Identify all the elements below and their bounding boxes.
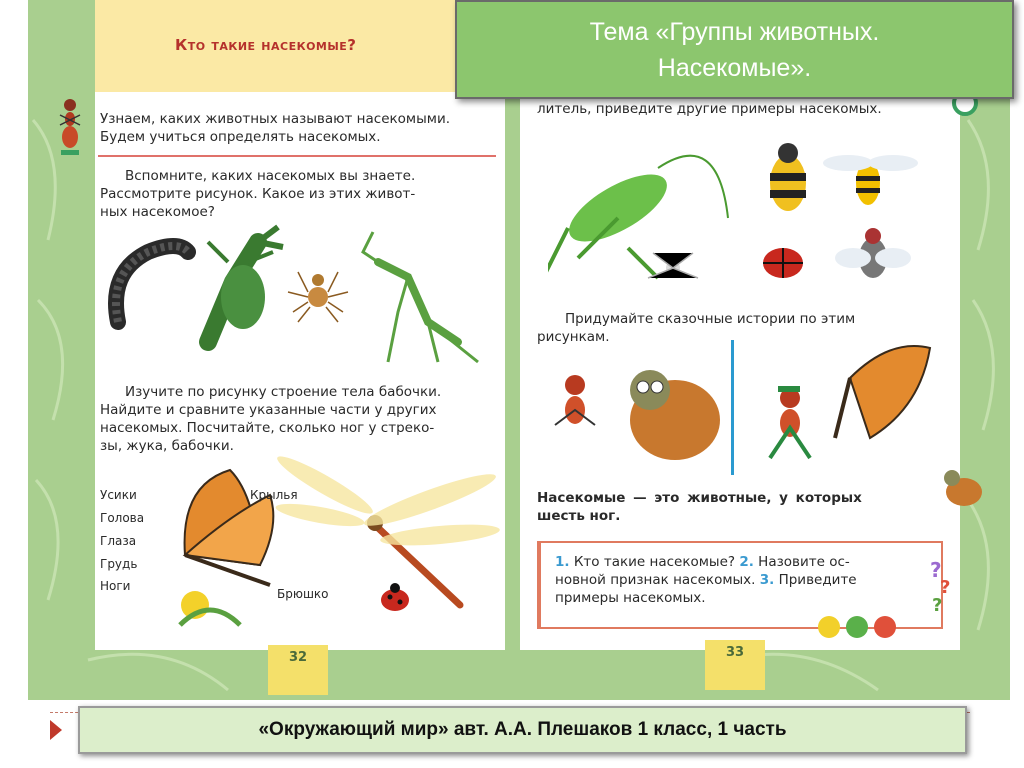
divider-vertical	[731, 340, 734, 475]
label-wings: Крылья	[250, 488, 298, 502]
svg-text:?: ?	[940, 577, 951, 598]
q2-number: 2.	[739, 554, 754, 570]
slide-title-line-2: Насекомые».	[657, 53, 812, 82]
ant-turtle-illustration	[535, 345, 730, 475]
millipede-image	[116, 246, 188, 322]
ladybug-image	[381, 583, 409, 611]
slide-title-box	[455, 0, 1014, 99]
divider-red	[98, 155, 496, 157]
intro-line-1: Узнаем, каких животных называют насекомыми.	[100, 111, 451, 127]
page-number-right: 33	[705, 640, 765, 690]
label-antennae: Усики	[100, 488, 137, 502]
smile-happy-icon	[818, 616, 840, 638]
crayfish-image	[208, 227, 283, 342]
slide-title-line-1: Тема «Группы животных.	[589, 17, 880, 46]
grasshopper-image	[548, 156, 728, 278]
task1-line-3: ных насекомое?	[100, 204, 215, 220]
tale-task-line-2: рисункам.	[537, 329, 610, 345]
definition-line-2: шесть ног.	[537, 508, 621, 524]
label-thorax: Грудь	[100, 557, 138, 571]
task2-line-3: насекомых. Посчитайте, сколько ног у стреко-	[100, 420, 435, 436]
smile-neutral-icon	[846, 616, 868, 638]
task2-line-4: зы, жука, бабочки.	[100, 438, 234, 454]
label-legs: Ноги	[100, 579, 131, 593]
ant-icon	[55, 95, 85, 157]
turtle-icon	[940, 462, 985, 512]
slide-footer-text: «Окружающий мир» авт. А.А. Плешаков 1 класс, 1 часть	[258, 719, 787, 740]
spider-image	[288, 272, 348, 322]
page-number-left: 32	[268, 645, 328, 695]
q3-number: 3.	[759, 572, 775, 588]
spider-small-image	[648, 253, 698, 278]
questions-line-1	[555, 553, 850, 571]
arrow-right-icon	[50, 720, 62, 740]
label-abdomen: Брюшко	[277, 587, 329, 601]
q1-number: 1.	[555, 554, 570, 570]
q2-text-b: новной признак насекомых.	[555, 572, 756, 588]
bug-red-image	[763, 248, 803, 278]
insects-illustration	[548, 128, 938, 303]
task1-line-2: Рассмотрите рисунок. Какое из этих живот-	[100, 186, 416, 202]
wasp-image	[823, 155, 918, 205]
animals-illustration	[98, 222, 498, 372]
svg-text:?: ?	[930, 558, 942, 582]
tale-task-line-1: Придумайте сказочные истории по этим	[565, 311, 856, 327]
slide-footer-box	[78, 706, 967, 754]
dragonfly-image	[273, 455, 501, 605]
questions-line-3: примеры насекомых.	[555, 590, 706, 606]
task1-line-1: Вспомните, каких насекомых вы знаете.	[125, 168, 416, 184]
q3-text-a: Приведите	[778, 572, 857, 588]
butterfly-dragonfly-illustration	[140, 455, 510, 635]
question-marks-icon	[928, 555, 958, 615]
right-top-line: литель, приведите другие примеры насекомых.	[537, 101, 882, 117]
label-eyes: Глаза	[100, 534, 137, 548]
task2-line-2: Найдите и сравните указанные части у других	[100, 402, 437, 418]
q1-text: Кто такие насекомые?	[573, 554, 736, 570]
intro-line-2: Будем учиться определять насекомых.	[100, 129, 381, 145]
ant-butterfly-illustration	[740, 338, 940, 478]
fly-image	[835, 228, 911, 278]
definition-line-1: Насекомые — это животные, у которых	[537, 490, 862, 506]
q2-text-a: Назовите ос-	[758, 554, 850, 570]
smile-sad-icon	[874, 616, 896, 638]
task2-line-1: Изучите по рисунку строение тела бабочки.	[125, 384, 442, 400]
lesson-title: Кто такие насекомые?	[175, 36, 357, 54]
bumblebee-image	[770, 143, 806, 211]
svg-text:?: ?	[932, 595, 943, 615]
mantis-image	[363, 232, 478, 362]
label-head: Голова	[100, 511, 145, 525]
questions-line-2	[555, 571, 857, 589]
